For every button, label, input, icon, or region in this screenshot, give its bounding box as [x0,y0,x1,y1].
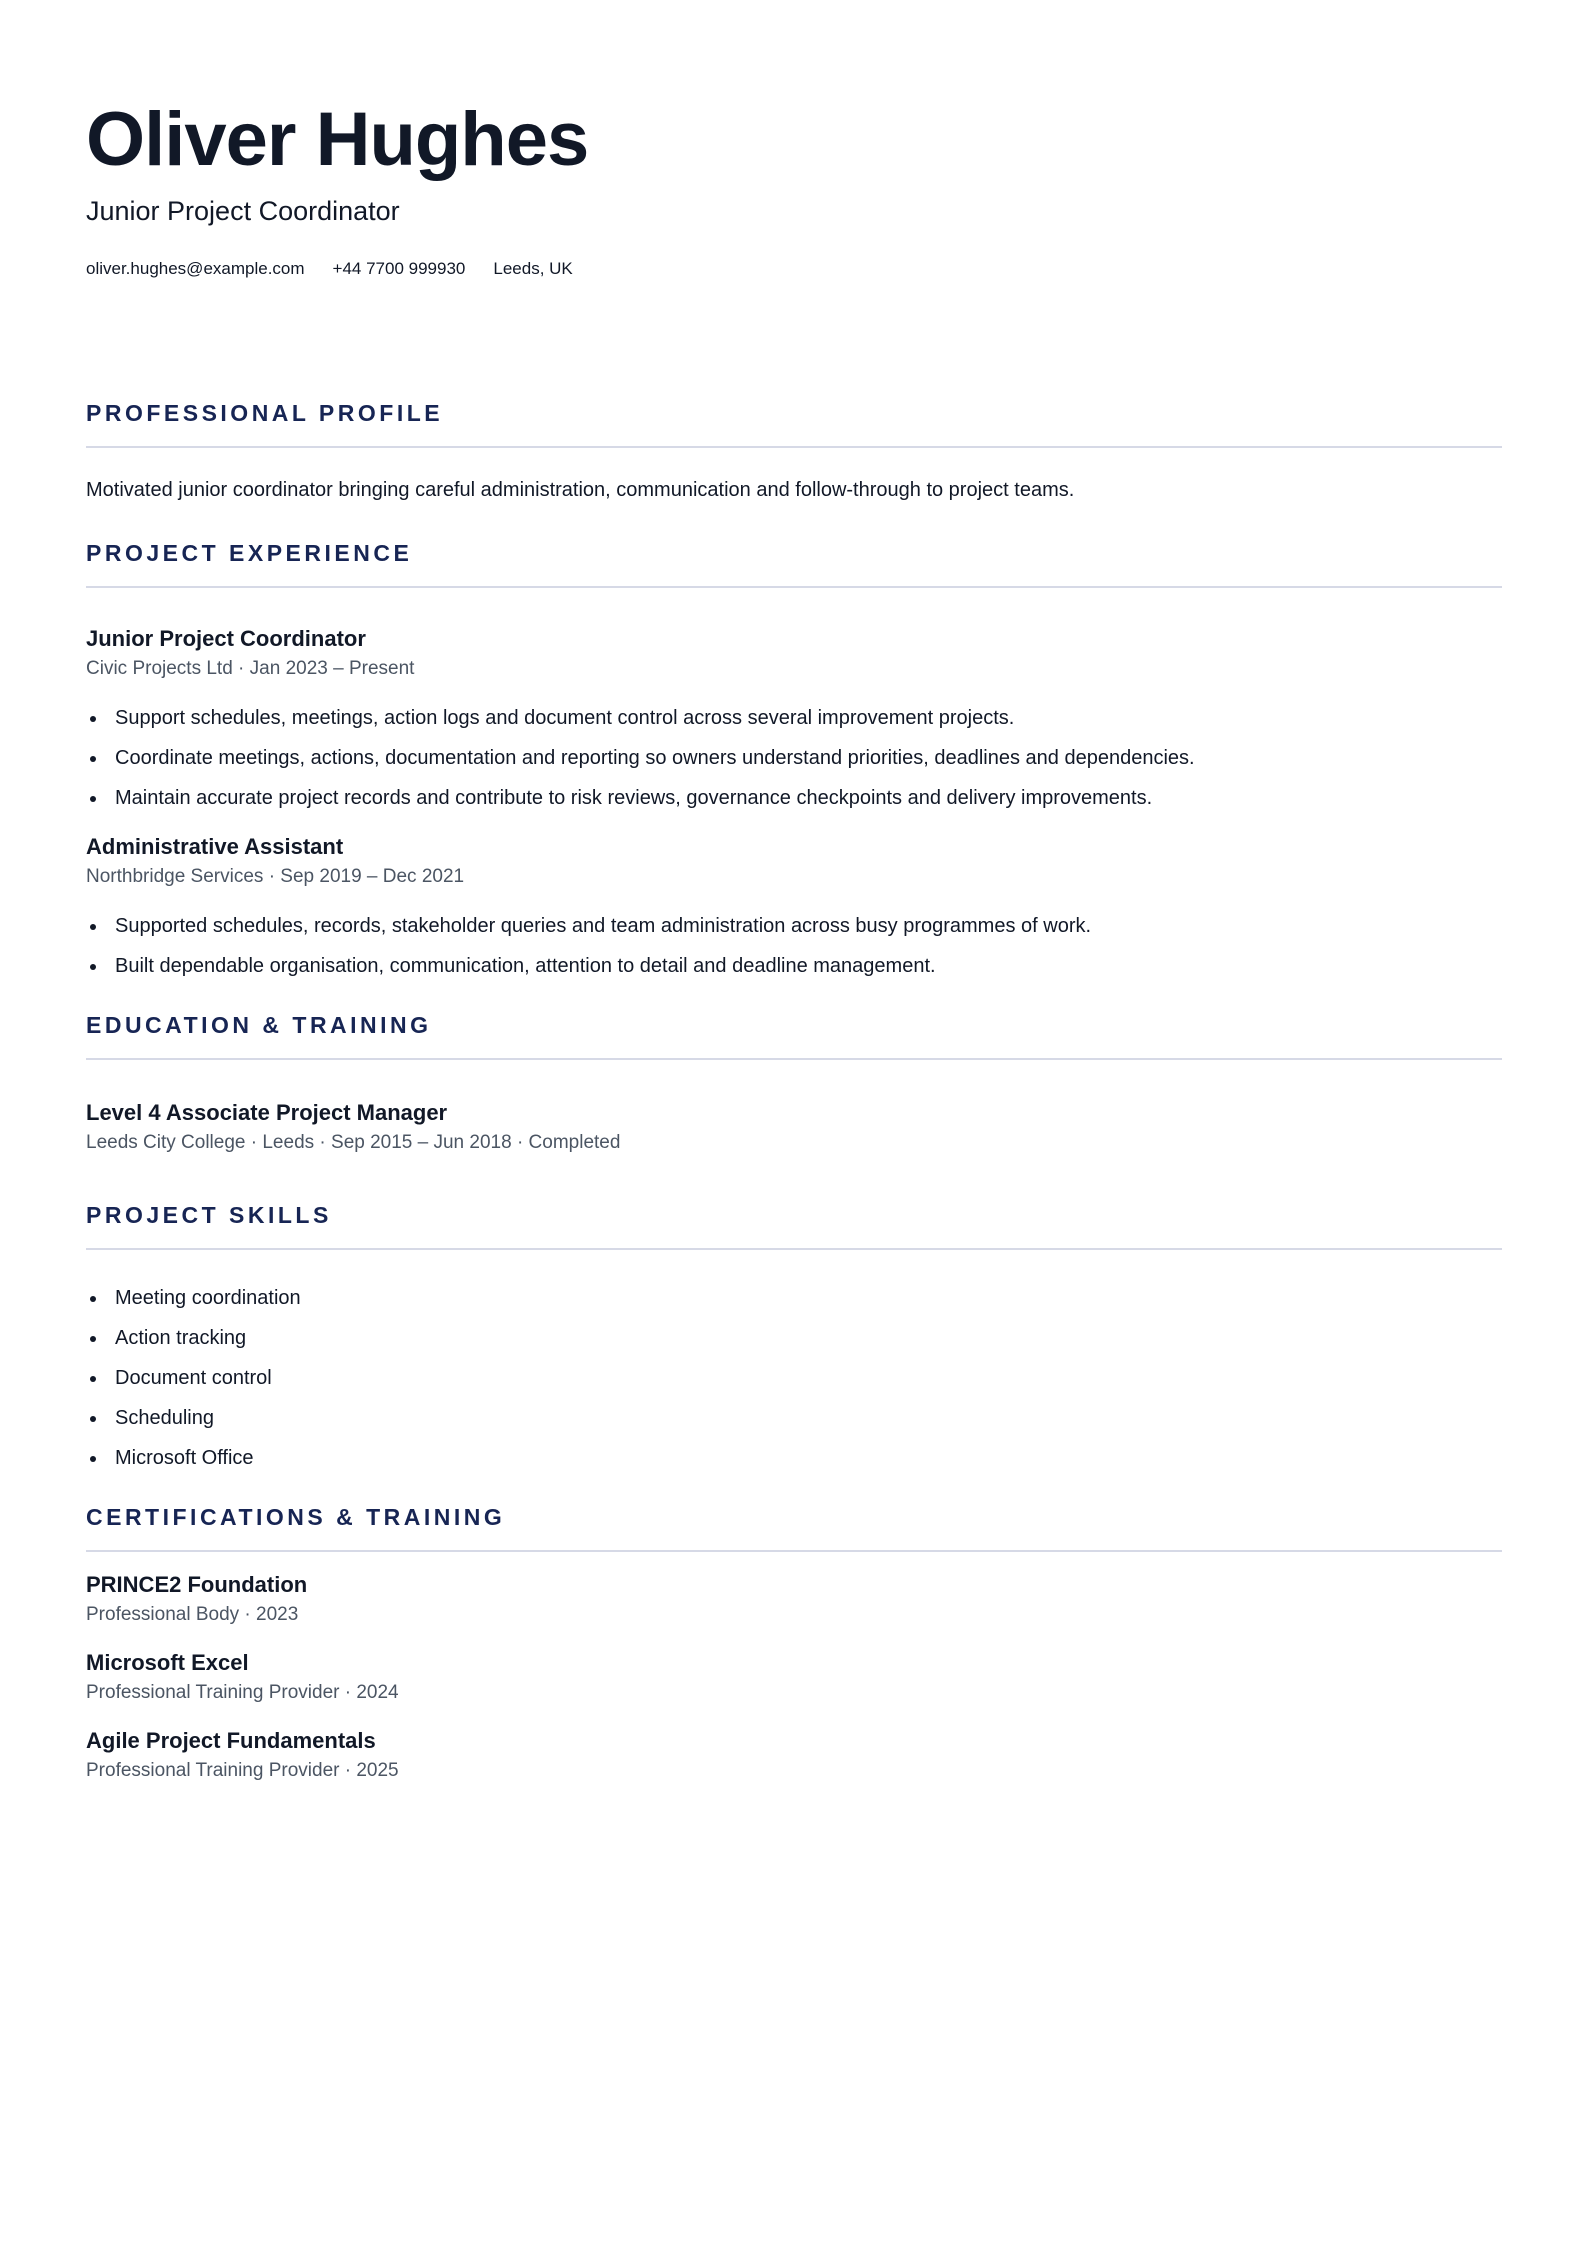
job-bullet: Support schedules, meetings, action logs and document control across several improvement projects. [115,704,1502,732]
cert-entry [86,1648,1502,1706]
section-heading: PROFESSIONAL PROFILE [86,400,444,426]
contact-email: oliver.hughes@example.com [86,259,305,278]
profile-summary: Motivated junior coordinator bringing careful administration, communication and follow-through to project teams. [86,479,1075,501]
candidate-title: Junior Project Coordinator [86,196,400,226]
section-experience [86,538,1502,980]
section-heading: CERTIFICATIONS & TRAINING [86,1504,506,1530]
section-divider [86,1550,1502,1552]
job-meta: Civic Projects Ltd · Jan 2023 – Present [86,658,415,679]
job-bullet: Built dependable organisation, communication, attention to detail and deadline management. [115,952,1502,980]
job-meta: Northbridge Services · Sep 2019 – Dec 2021 [86,866,465,887]
cert-title: PRINCE2 Foundation [86,1572,308,1597]
section-heading: EDUCATION & TRAINING [86,1012,432,1038]
section-education [86,1010,1502,1156]
section-heading: PROJECT EXPERIENCE [86,540,413,566]
section-divider [86,446,1502,448]
job-entry [86,832,1502,980]
contact-location: Leeds, UK [493,259,573,278]
cert-meta: Professional Training Provider · 2024 [86,1682,399,1703]
job-bullet: Maintain accurate project records and contribute to risk reviews, governance checkpoints and delivery improvements. [115,784,1502,812]
skill-item: Microsoft Office [115,1444,1502,1472]
cert-meta: Professional Training Provider · 2025 [86,1760,399,1781]
section-skills [86,1200,1502,1472]
cert-entry [86,1570,1502,1628]
section-divider [86,1248,1502,1250]
job-bullet: Coordinate meetings, actions, documentation and reporting so owners understand priorities, deadlines and dependencies. [115,744,1502,772]
job-title: Junior Project Coordinator [86,626,366,651]
contact-line [86,258,1502,280]
skill-item: Action tracking [115,1324,1502,1352]
section-certifications [86,1502,1502,1784]
cert-entry [86,1726,1502,1784]
education-meta: Leeds City College · Leeds · Sep 2015 – Jun 2018 · Completed [86,1132,621,1153]
cert-meta: Professional Body · 2023 [86,1604,299,1625]
skills-list [86,1284,1502,1472]
education-title: Level 4 Associate Project Manager [86,1100,448,1125]
skill-item: Document control [115,1364,1502,1392]
cert-title: Agile Project Fundamentals [86,1728,376,1753]
education-entry [86,1098,1502,1156]
job-bullets [86,704,1502,812]
section-heading: PROJECT SKILLS [86,1202,332,1228]
cert-title: Microsoft Excel [86,1650,249,1675]
job-bullets [86,912,1502,980]
job-bullet: Supported schedules, records, stakeholder queries and team administration across busy programmes of work. [115,912,1502,940]
section-divider [86,1058,1502,1060]
skill-item: Scheduling [115,1404,1502,1432]
section-profile [86,398,1502,504]
candidate-name: Oliver Hughes [86,97,589,182]
job-title: Administrative Assistant [86,834,344,859]
skill-item: Meeting coordination [115,1284,1502,1312]
job-entry [86,624,1502,812]
resume-header [86,96,1502,280]
contact-phone: +44 7700 999930 [332,259,466,278]
section-divider [86,586,1502,588]
